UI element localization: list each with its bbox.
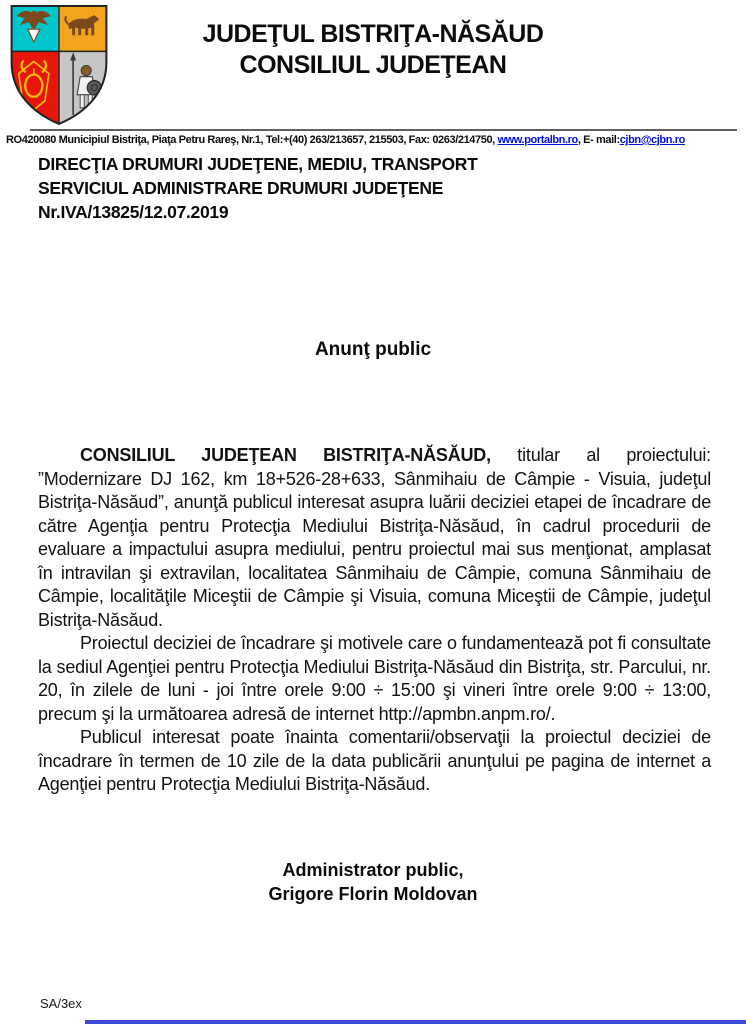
email-link[interactable]: cjbn@cjbn.ro <box>619 134 685 146</box>
paragraph-2: Proiectul deciziei de încadrare şi motivele care o fundamentează pot fi consultate la sediul Agenţiei pentru Protecţia Mediului Bistriţa-Năsăud din Bistriţa, str. Parcului, nr. 20, în zilele de luni - joi între orele 9:00 ÷ 15:00 şi vineri între orele 9:00 ÷ 13:00, precum şi la următoarea adresă de internet http://apmbn.anpm.ro/. <box>38 633 711 724</box>
org-title <box>0 19 746 81</box>
contact-line <box>6 134 744 146</box>
signature-role: Administrator public, <box>282 860 464 880</box>
paragraph-3: Publicul interesat poate înainta comentarii/observaţii la proiectul deciziei de încadrare în termen de 10 zile de la data publicării anunţului pe pagina de internet a Agenţiei pentru Protecţia Mediului Bistriţa-Năsăud. <box>38 727 711 794</box>
document-title: Anunţ public <box>314 339 432 360</box>
council-title: CONSILIUL JUDEŢEAN <box>239 51 507 79</box>
contact-address: RO420080 Municipiul Bistriţa, Piaţa Petru Rareş, Nr.1, Tel:+(40) 263/213657, 215503, Fax: 0263/214750, <box>6 134 498 146</box>
signature-name: Grigore Florin Moldovan <box>268 884 478 904</box>
email-label: , E- mail: <box>577 134 620 146</box>
website-link[interactable]: www.portalbn.ro <box>497 134 578 146</box>
paragraph-1 <box>38 444 711 632</box>
paragraph-1-rest: titular al proiectului: ”Modernizare DJ 162, km 18+526-28+633, Sânmihaiu de Câmpie - Visuia, judeţul Bistriţa-Năsăud”, anunţă publicul interesat asupra luării deciziei etapei de încadrare de către Agenţia pentru Protecţia Mediului Bistriţa-Năsăud, în cadrul procedurii de evaluare a impactului asupra mediului, pentru proiectul mai sus menţionat, amplasat în intravilan şi extravilan, localitatea Sânmihaiu de Câmpie, comuna Sânmihaiu de Câmpie, localităţile Miceştii de Câmpie şi Visuia, comuna Miceştii de Câmpie, judeţul Bistriţa-Năsăud. <box>38 445 711 630</box>
document-body <box>38 444 711 797</box>
registration-number: Nr.IVA/13825/12.07.2019 <box>38 202 229 222</box>
bottom-edge-bar <box>85 1020 746 1024</box>
footer-note: SA/3ex <box>40 996 82 1011</box>
county-title: JUDEŢUL BISTRIŢA-NĂSĂUD <box>202 20 544 48</box>
department-line-2: SERVICIUL ADMINISTRARE DRUMURI JUDEŢENE <box>38 178 444 198</box>
department-line-1: DIRECŢIA DRUMURI JUDEŢENE, MEDIU, TRANSPORT <box>38 154 478 174</box>
header-divider <box>30 129 737 131</box>
paragraph-1-lead: CONSILIUL JUDEŢEAN BISTRIŢA-NĂSĂUD, <box>80 445 491 465</box>
department-block <box>38 152 478 224</box>
signature-block <box>0 858 746 906</box>
